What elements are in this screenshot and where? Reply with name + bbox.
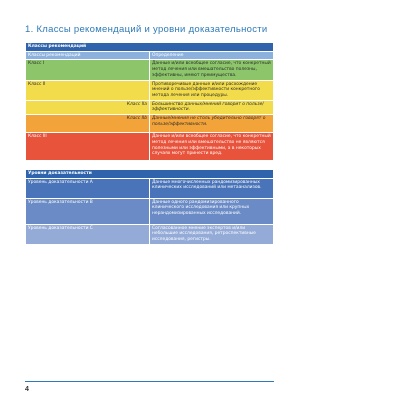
class-label: Класс III [26,133,150,161]
class-label: Класс I [26,60,150,80]
page-number: 4 [25,386,29,393]
class-label: Класс II [26,80,150,100]
class-definition: Данные и/или всеобщее согласие, что конкретный метод лечения или вмешательство не являются полезными или эффективными, а в некоторых случаях могут принести вред. [150,133,274,161]
class-label: Класс IIb [26,115,150,133]
class-label: Класс IIa [26,100,150,114]
level-label: Уровень доказательности C [26,224,150,244]
table-header: Уровни доказательности [26,170,274,179]
table-row [26,100,274,114]
page-title: 1. Классы рекомендаций и уровни доказательности [25,24,268,35]
level-definition: Данные многочисленных рандомизированных клинических исследований или метаанализов. [150,178,274,198]
table-row [26,198,274,224]
level-label: Уровень доказательности A [26,178,150,198]
table-header: Классы рекомендаций [26,43,274,52]
class-definition: Данные/мнения не столь убедительно говорят о пользе/эффективности. [150,115,274,133]
footer-divider [25,381,274,382]
table-row [26,178,274,198]
table-row [26,115,274,133]
class-definition: Большинство данных/мнений говорит о пользе/эффективности. [150,100,274,114]
level-definition: Согласованное мнение экспертов и/или небольшие исследования, ретроспективные исследования, регистры. [150,224,274,244]
level-definition: Данные одного рандомизированного клинического исследования или крупных нерандомизированных исследований. [150,198,274,224]
class-definition: Данные и/или всеобщее согласие, что конкретный метод лечения или вмешательство полезны, эффективны, имеют преимущества. [150,60,274,80]
table-row [26,224,274,244]
level-label: Уровень доказательности B [26,198,150,224]
table-row [26,133,274,161]
column-header-definition: Определение [150,51,274,60]
class-definition: Противоречивые данные и/или расхождение мнений о пользе/эффективности конкретного метода лечения или процедуры. [150,80,274,100]
recommendation-classes-table [25,42,274,161]
table-row [26,60,274,80]
evidence-levels-table [25,169,274,245]
table-row [26,80,274,100]
column-header-classes: Классы рекомендаций [26,51,150,60]
